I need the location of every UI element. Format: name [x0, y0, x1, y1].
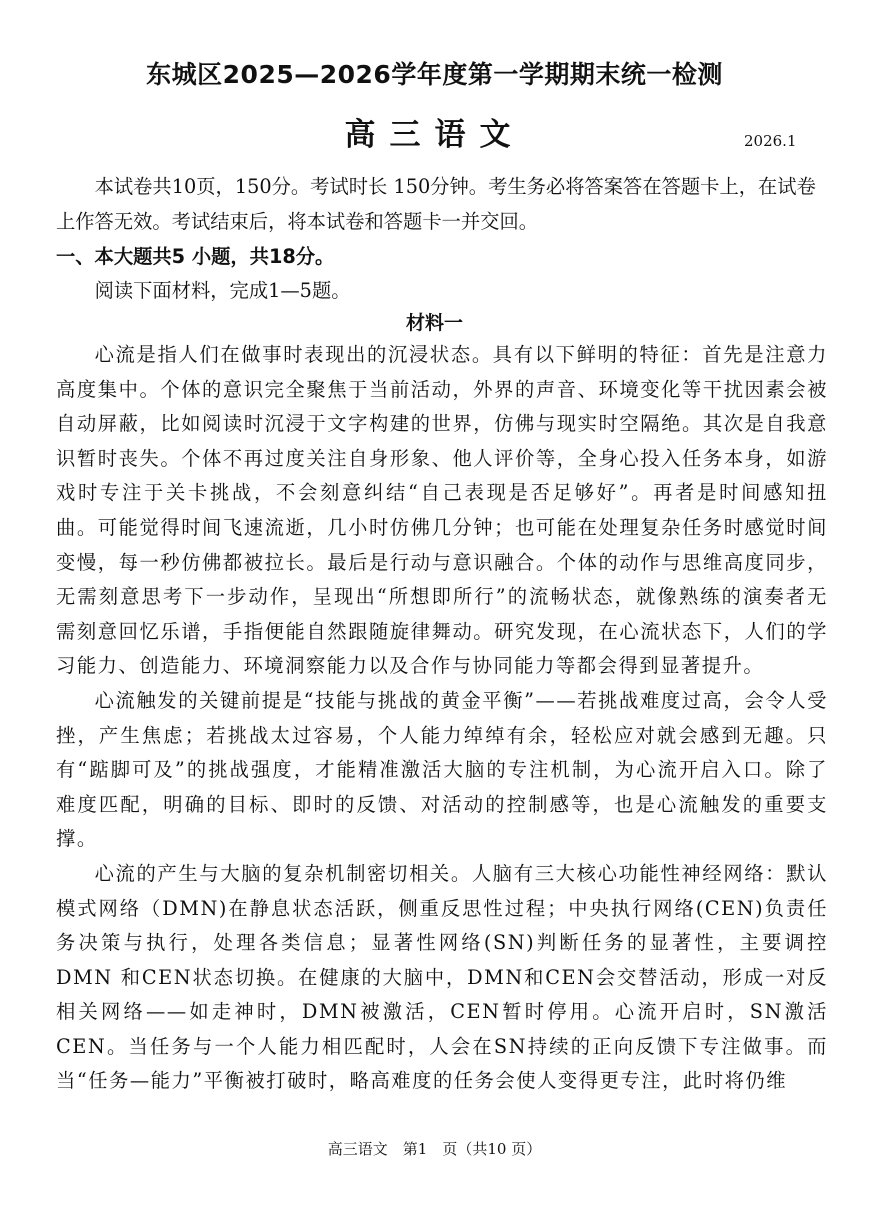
exam-instructions: 本试卷共10页，150分。考试时长 150分钟。考生务必将答案答在答题卡上，在试卷上作答无效。考试结束后，将本试卷和答题卡一并交回。 [56, 175, 816, 233]
section-heading: 一、本大题共5 小题，共18分。 [56, 245, 335, 268]
material-title: 材料一 [405, 312, 463, 334]
page-footer: 高三语文 第1 页（共10 页） [327, 1140, 542, 1158]
passage-paragraph: 心流是指人们在做事时表现出的沉浸状态。具有以下鲜明的特征：首先是注意力高度集中。个体的意识完全聚焦于当前活动，外界的声音、环境变化等干扰因素会被自动屏蔽，比如阅读时沉浸于文字构建的世界，仿佛与现实时空隔绝。其次是自我意识暂时丧失。个体不再过度关注自身形象、他人评价等，全身心投入任务本身，如游戏时专注于关卡挑战，不会刻意纠结“自己表现是否足够好”。再者是时间感知扭曲。可能觉得时间飞速流逝，几小时仿佛几分钟；也可能在处理复杂任务时感觉时间变慢，每一秒仿佛都被拉长。最后是行动与意识融合。个体的动作与思维高度同步，无需刻意思考下一步动作，呈现出“所想即所行”的流畅状态，就像熟练的演奏者无需刻意回忆乐谱，手指便能自然跟随旋律舞动。研究发现，在心流状态下，人们的学习能力、创造能力、环境洞察能力以及合作与协同能力等都会得到显著提升。 [56, 343, 828, 678]
material-passage [56, 338, 828, 1099]
passage-paragraph: 心流触发的关键前提是“技能与挑战的黄金平衡”——若挑战难度过高，会令人受挫，产生焦虑；若挑战太过容易，个人能力绰绰有余，轻松应对就会感到无趣。只有“踮脚可及”的挑战强度，才能精准激活大脑的专注机制，为心流开启入口。除了难度匹配，明确的目标、即时的反馈、对活动的控制感等，也是心流触发的重要支撑。 [56, 688, 828, 851]
reading-prompt: 阅读下面材料，完成1—5题。 [94, 279, 351, 302]
exam-date: 2026.1 [744, 132, 797, 150]
exam-title: 东城区2025—2026学年度第一学期期末统一检测 [146, 60, 723, 89]
subject-title: 高三语文 [344, 117, 525, 153]
passage-paragraph: 心流的产生与大脑的复杂机制密切相关。人脑有三大核心功能性神经网络：默认模式网络（DMN)在静息状态活跃，侧重反思性过程；中央执行网络(CEN)负责任务决策与执行，处理各类信息；显著性网络(SN)判断任务的显著性，主要调控DMN 和CEN状态切换。在健康的大脑中，DMN和CEN会交替活动，形成一对反相关网络——如走神时，DMN被激活，CEN暂时停用。心流开启时，SN激活CEN。当任务与一个人能力相匹配时，人会在SN持续的正向反馈下专注做事。而当“任务—能力”平衡被打破时，略高难度的任务会使人变得更专注，此时将仍维 [56, 861, 828, 1093]
